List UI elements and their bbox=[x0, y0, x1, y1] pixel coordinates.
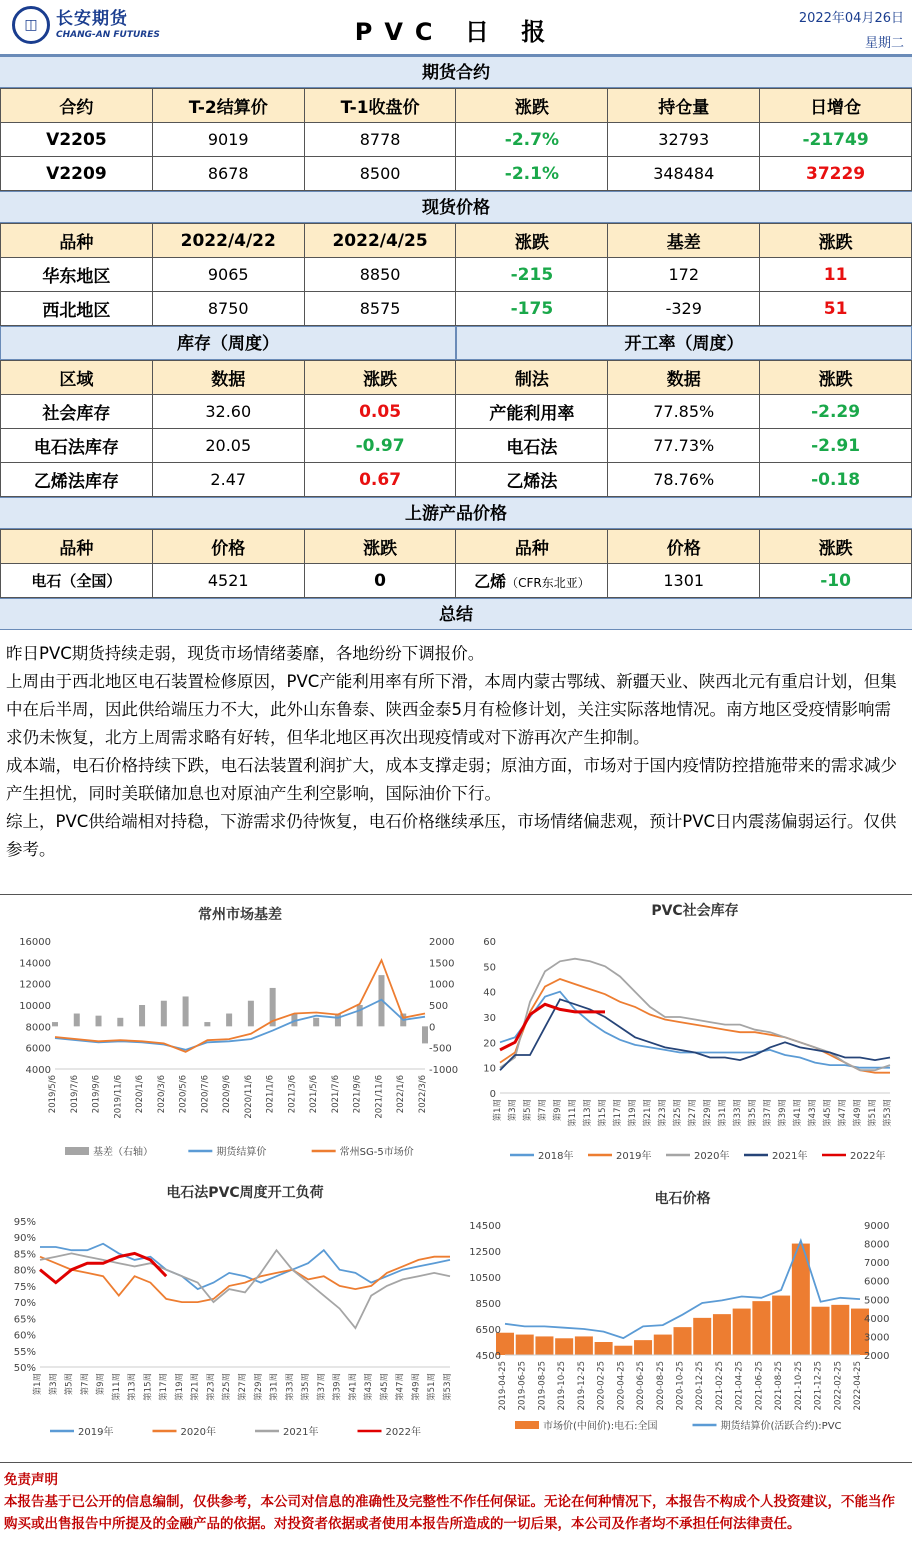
value-cell: 9019 bbox=[152, 123, 304, 157]
futures-header: T-2结算价 bbox=[152, 89, 304, 123]
x-tick-label: 第7周 bbox=[80, 1373, 91, 1396]
y2-tick-label: 1500 bbox=[429, 958, 455, 970]
y2-tick-label: 1000 bbox=[429, 979, 455, 991]
x-tick-label: 2020/11/6 bbox=[243, 1075, 254, 1119]
x-tick-label: 第39周 bbox=[778, 1099, 788, 1127]
x-tick-label: 第29周 bbox=[703, 1099, 713, 1127]
legend-label: 2021年 bbox=[283, 1427, 319, 1438]
report-date bbox=[799, 6, 904, 56]
label-cell: 电石法库存 bbox=[1, 429, 153, 463]
y-tick-label: 6500 bbox=[475, 1325, 501, 1336]
y2-tick-label: 2000 bbox=[864, 1351, 890, 1362]
legend-label: 2019年 bbox=[78, 1427, 114, 1438]
futures-table bbox=[0, 88, 912, 191]
y-tick-label: 10500 bbox=[469, 1273, 501, 1284]
contract-cell: V2205 bbox=[1, 123, 153, 157]
y-tick-label: 12500 bbox=[469, 1247, 501, 1258]
y-tick-label: 70% bbox=[13, 1298, 36, 1310]
x-tick-label: 2019-10-25 bbox=[557, 1361, 568, 1411]
x-tick-label: 第3周 bbox=[508, 1099, 518, 1122]
upstream-header: 涨跌 bbox=[304, 530, 456, 564]
spot-header: 品种 bbox=[1, 224, 153, 258]
y-tick-label: 75% bbox=[13, 1281, 36, 1293]
y-tick-label: 90% bbox=[13, 1233, 36, 1245]
x-tick-label: 2019-04-25 bbox=[498, 1361, 508, 1411]
x-tick-label: 2021-04-25 bbox=[734, 1361, 745, 1411]
basis-bar bbox=[204, 1022, 210, 1026]
x-tick-label: 2021/1/6 bbox=[265, 1075, 276, 1114]
change-cell: 0.05 bbox=[304, 395, 456, 429]
x-tick-label: 第51周 bbox=[868, 1099, 878, 1127]
y2-tick-label: 0 bbox=[429, 1022, 436, 1034]
y-tick-label: 50 bbox=[483, 962, 496, 974]
x-tick-label: 2020-06-25 bbox=[636, 1361, 647, 1411]
upstream-table bbox=[0, 529, 912, 598]
basis-bar bbox=[248, 1001, 254, 1027]
x-tick-label: 2020-02-25 bbox=[596, 1361, 607, 1411]
basis-bar bbox=[139, 1005, 145, 1026]
price-bar bbox=[535, 1336, 553, 1355]
x-tick-label: 第17周 bbox=[159, 1373, 170, 1401]
x-tick-label: 第13周 bbox=[127, 1373, 138, 1401]
y-tick-label: 14000 bbox=[19, 958, 51, 970]
x-tick-label: 第47周 bbox=[395, 1373, 406, 1401]
x-tick-label: 2021/3/6 bbox=[287, 1075, 298, 1114]
x-tick-label: 第27周 bbox=[238, 1373, 248, 1401]
x-tick-label: 2021/9/6 bbox=[352, 1075, 363, 1114]
change-cell: 37229 bbox=[760, 157, 912, 191]
spot-header: 涨跌 bbox=[760, 224, 912, 258]
label-cell: 产能利用率 bbox=[456, 395, 608, 429]
inventory-header: 涨跌 bbox=[304, 361, 456, 395]
label-cell: 电石法 bbox=[456, 429, 608, 463]
y2-tick-label: 7000 bbox=[864, 1258, 890, 1270]
charts-svg bbox=[0, 895, 912, 1463]
x-tick-label: 2020-08-25 bbox=[655, 1361, 666, 1411]
logo-icon: ◫ bbox=[12, 6, 50, 44]
upstream-header: 价格 bbox=[152, 530, 304, 564]
x-tick-label: 2019/9/6 bbox=[91, 1075, 102, 1114]
price-bar bbox=[713, 1314, 731, 1355]
y-tick-label: 12000 bbox=[19, 979, 51, 991]
x-tick-label: 第15周 bbox=[143, 1373, 154, 1401]
y-tick-label: 65% bbox=[13, 1314, 36, 1326]
change-cell: -21749 bbox=[760, 123, 912, 157]
x-tick-label: 2019/11/6 bbox=[113, 1075, 124, 1119]
summary-text bbox=[0, 630, 912, 895]
value-cell: 8575 bbox=[304, 292, 456, 326]
summary-paragraph: 综上，PVC供给端相对持稳，下游需求仍待恢复，电石价格继续承压，市场情绪偏悲观，预计PVC日内震荡偏弱运行。仅供参考。 bbox=[6, 812, 897, 859]
x-tick-label: 2020/1/6 bbox=[135, 1075, 146, 1114]
basis-bar bbox=[52, 1022, 58, 1026]
y-tick-label: 50% bbox=[13, 1363, 36, 1374]
legend-label: 2022年 bbox=[850, 1151, 886, 1162]
legend-label: 常州SG-5市场价 bbox=[339, 1147, 414, 1158]
legend-label: 期货结算价 bbox=[216, 1147, 267, 1158]
logo-en: CHANG-AN FUTURES bbox=[56, 29, 160, 40]
y-tick-label: 4000 bbox=[25, 1065, 51, 1076]
spot-header: 涨跌 bbox=[456, 224, 608, 258]
x-tick-label: 第43周 bbox=[364, 1373, 375, 1401]
table-row bbox=[1, 123, 912, 157]
value-cell: 1301 bbox=[608, 564, 760, 598]
operating-section-title: 开工率（周度） bbox=[456, 326, 912, 360]
summary-paragraph: 昨日PVC期货持续走弱，现货市场情绪萎靡，各地纷纷下调报价。 bbox=[6, 644, 485, 663]
change-cell: -2.91 bbox=[760, 429, 912, 463]
upstream-header: 品种 bbox=[1, 530, 153, 564]
change-cell: 0.67 bbox=[304, 463, 456, 497]
spot-section-title: 现货价格 bbox=[0, 191, 912, 223]
value-cell: 32.60 bbox=[152, 395, 304, 429]
upstream-header: 品种 bbox=[456, 530, 608, 564]
chart-title: 常州市场基差 bbox=[198, 907, 282, 923]
table-row bbox=[1, 429, 912, 463]
futures-header: T-1收盘价 bbox=[304, 89, 456, 123]
operating-header: 制法 bbox=[456, 361, 608, 395]
x-tick-label: 2020/7/6 bbox=[200, 1075, 211, 1114]
x-tick-label: 第35周 bbox=[748, 1099, 758, 1127]
legend-label: 2022年 bbox=[385, 1427, 421, 1438]
y-tick-label: 10 bbox=[483, 1063, 496, 1075]
price-bar bbox=[654, 1335, 672, 1355]
table-row bbox=[1, 258, 912, 292]
value-cell: 8778 bbox=[304, 123, 456, 157]
y-tick-label: 14500 bbox=[469, 1221, 501, 1232]
series-line bbox=[500, 1004, 605, 1050]
price-bar bbox=[595, 1342, 613, 1355]
x-tick-label: 第17周 bbox=[613, 1099, 623, 1127]
y-tick-label: 55% bbox=[13, 1346, 36, 1358]
x-tick-label: 2020-12-25 bbox=[695, 1361, 706, 1411]
price-bar bbox=[614, 1346, 632, 1355]
x-tick-label: 2020/5/6 bbox=[178, 1075, 189, 1114]
summary-paragraph: 上周由于西北地区电石装置检修原因，PVC产能利用率有所下滑，本周内蒙古鄂绒、新疆天业、陕西北元有重启计划，但集中在后半周，因此供给端压力不大，此外山东鲁泰、陕西金泰5月有检修计划，关注实际落地情况。南方地区受疫情影响需求仍未恢复，北方上周需求略有好转，但华北地区再次出现疫情或对下游再次产生抑制。 bbox=[6, 672, 897, 747]
value-cell: 8850 bbox=[304, 258, 456, 292]
label-cell bbox=[456, 564, 608, 598]
disclaimer-title: 免责声明 bbox=[4, 1472, 58, 1488]
spot-header: 2022/4/25 bbox=[304, 224, 456, 258]
y2-tick-label: 4000 bbox=[864, 1313, 890, 1325]
spot-header: 2022/4/22 bbox=[152, 224, 304, 258]
chart-title: 电石价格 bbox=[654, 1191, 711, 1207]
x-tick-label: 2021/11/6 bbox=[374, 1075, 385, 1119]
label-cell: 乙烯法库存 bbox=[1, 463, 153, 497]
spot-table bbox=[0, 223, 912, 326]
report-header bbox=[0, 0, 912, 56]
value-cell: 8678 bbox=[152, 157, 304, 191]
legend-label: 期货结算价(活跃合约):PVC bbox=[720, 1421, 842, 1432]
x-tick-label: 第41周 bbox=[793, 1099, 803, 1127]
logo-cn: 长安期货 bbox=[56, 8, 128, 29]
x-tick-label: 2019-08-25 bbox=[537, 1361, 548, 1411]
x-tick-label: 2022-02-25 bbox=[833, 1361, 844, 1411]
inventory-operating-table bbox=[0, 360, 912, 497]
disclaimer bbox=[0, 1463, 912, 1541]
x-tick-label: 2022/3/6 bbox=[418, 1075, 428, 1114]
table-row bbox=[1, 564, 912, 598]
x-tick-label: 第25周 bbox=[673, 1099, 683, 1127]
x-tick-label: 第33周 bbox=[733, 1099, 743, 1127]
operating-header: 涨跌 bbox=[760, 361, 912, 395]
disclaimer-text: 本报告基于已公开的信息编制，仅供参考，本公司对信息的准确性及完整性不作任何保证。无论在何种情况下，本报告不构成个人投资建议，不能当作购买或出售报告中所提及的金融产品的依据。对投资者依据或者使用本报告所造成的一切后果，本公司及作者均不承担任何法律责任。 bbox=[4, 1494, 895, 1532]
x-tick-label: 第41周 bbox=[348, 1373, 359, 1401]
x-tick-label: 2021-08-25 bbox=[774, 1361, 785, 1411]
product-note: （CFR东北亚） bbox=[506, 576, 590, 590]
x-tick-label: 第19周 bbox=[628, 1099, 638, 1127]
y-tick-label: 6000 bbox=[25, 1043, 51, 1055]
value-cell: 2.47 bbox=[152, 463, 304, 497]
series-line bbox=[55, 1000, 425, 1050]
x-tick-label: 第9周 bbox=[96, 1373, 107, 1396]
futures-header: 日增仓 bbox=[760, 89, 912, 123]
y-tick-label: 4500 bbox=[475, 1351, 501, 1362]
x-tick-label: 第37周 bbox=[763, 1099, 773, 1127]
y-tick-label: 0 bbox=[489, 1089, 496, 1100]
x-tick-label: 第29周 bbox=[253, 1373, 264, 1401]
weekday-text: 星期二 bbox=[864, 36, 904, 51]
x-tick-label: 第37周 bbox=[316, 1373, 327, 1401]
label-cell: 乙烯法 bbox=[456, 463, 608, 497]
x-tick-label: 第25周 bbox=[222, 1373, 233, 1401]
contract-cell: V2209 bbox=[1, 157, 153, 191]
y2-tick-label: 3000 bbox=[864, 1332, 890, 1344]
legend-label: 2021年 bbox=[772, 1151, 808, 1162]
price-bar bbox=[634, 1340, 652, 1355]
y-tick-label: 20 bbox=[483, 1038, 496, 1050]
x-tick-label: 第5周 bbox=[523, 1099, 533, 1122]
change-cell: -0.18 bbox=[760, 463, 912, 497]
basis-bar bbox=[313, 1018, 319, 1027]
x-tick-label: 第11周 bbox=[111, 1373, 122, 1401]
value-cell: 8750 bbox=[152, 292, 304, 326]
x-tick-label: 第35周 bbox=[301, 1373, 312, 1401]
change-cell: -0.97 bbox=[304, 429, 456, 463]
value-cell: 4521 bbox=[152, 564, 304, 598]
x-tick-label: 第5周 bbox=[64, 1373, 75, 1396]
x-tick-label: 2019/7/6 bbox=[69, 1075, 80, 1114]
y-tick-label: 8000 bbox=[25, 1022, 51, 1034]
x-tick-label: 第49周 bbox=[411, 1373, 422, 1401]
x-tick-label: 第31周 bbox=[269, 1373, 280, 1401]
x-tick-label: 第33周 bbox=[285, 1373, 296, 1401]
value-cell: 9065 bbox=[152, 258, 304, 292]
x-tick-label: 第21周 bbox=[643, 1099, 653, 1127]
x-tick-label: 2020/3/6 bbox=[156, 1075, 167, 1114]
region-cell: 西北地区 bbox=[1, 292, 153, 326]
price-bar bbox=[693, 1318, 711, 1355]
upstream-section-title: 上游产品价格 bbox=[0, 497, 912, 529]
y-tick-label: 95% bbox=[13, 1217, 36, 1228]
inventory-section-title: 库存（周度） bbox=[0, 326, 456, 360]
x-tick-label: 2020-04-25 bbox=[616, 1361, 627, 1411]
x-tick-label: 2021-02-25 bbox=[714, 1361, 725, 1411]
y2-tick-label: 9000 bbox=[864, 1221, 890, 1232]
y-tick-label: 10000 bbox=[19, 1001, 51, 1012]
change-cell: 0 bbox=[304, 564, 456, 598]
x-tick-label: 第3周 bbox=[48, 1373, 59, 1396]
legend-swatch bbox=[515, 1421, 539, 1429]
table-row bbox=[1, 395, 912, 429]
value-cell: 348484 bbox=[608, 157, 760, 191]
x-tick-label: 第19周 bbox=[174, 1373, 185, 1401]
y-tick-label: 8500 bbox=[475, 1299, 501, 1310]
x-tick-label: 第45周 bbox=[379, 1373, 390, 1401]
table-row bbox=[1, 463, 912, 497]
x-tick-label: 2019-06-25 bbox=[517, 1361, 528, 1411]
x-tick-label: 第1周 bbox=[33, 1373, 43, 1396]
legend-label: 基差（右轴） bbox=[93, 1147, 153, 1158]
upstream-header: 涨跌 bbox=[760, 530, 912, 564]
price-bar bbox=[752, 1301, 770, 1355]
change-cell: -2.29 bbox=[760, 395, 912, 429]
x-tick-label: 第53周 bbox=[443, 1373, 453, 1401]
basis-bar bbox=[357, 1005, 363, 1026]
price-bar bbox=[555, 1338, 573, 1355]
change-cell: -10 bbox=[760, 564, 912, 598]
change-cell: 11 bbox=[760, 258, 912, 292]
y-tick-label: 85% bbox=[13, 1249, 36, 1261]
x-tick-label: 第21周 bbox=[190, 1373, 201, 1401]
upstream-header: 价格 bbox=[608, 530, 760, 564]
x-tick-label: 第13周 bbox=[583, 1099, 593, 1127]
futures-header: 持仓量 bbox=[608, 89, 760, 123]
legend-label: 2020年 bbox=[180, 1427, 216, 1438]
x-tick-label: 第9周 bbox=[553, 1099, 563, 1122]
value-cell: 32793 bbox=[608, 123, 760, 157]
price-bar bbox=[831, 1305, 849, 1355]
price-bar bbox=[516, 1335, 534, 1355]
y2-tick-label: 2000 bbox=[429, 937, 455, 948]
legend-label: 市场价(中间价):电石:全国 bbox=[543, 1421, 658, 1432]
x-tick-label: 第1周 bbox=[493, 1099, 503, 1122]
report-title: PVC 日 报 bbox=[354, 18, 558, 46]
change-cell: -2.7% bbox=[456, 123, 608, 157]
price-bar bbox=[674, 1327, 692, 1355]
x-tick-label: 第7周 bbox=[538, 1099, 548, 1122]
chart-title: PVC社会库存 bbox=[651, 903, 739, 919]
y2-tick-label: 5000 bbox=[864, 1295, 890, 1307]
x-tick-label: 第23周 bbox=[206, 1373, 217, 1401]
region-cell: 华东地区 bbox=[1, 258, 153, 292]
x-tick-label: 2022-04-25 bbox=[853, 1361, 863, 1411]
summary-section-title: 总结 bbox=[0, 598, 912, 630]
x-tick-label: 第15周 bbox=[598, 1099, 608, 1127]
x-tick-label: 2022/1/6 bbox=[396, 1075, 407, 1114]
chart-title: 电石法PVC周度开工负荷 bbox=[166, 1185, 324, 1201]
y2-tick-label: -500 bbox=[429, 1043, 452, 1055]
y2-tick-label: 500 bbox=[429, 1001, 449, 1012]
y2-tick-label: -1000 bbox=[429, 1065, 459, 1076]
x-tick-label: 2021-12-25 bbox=[813, 1361, 824, 1411]
value-cell: 20.05 bbox=[152, 429, 304, 463]
x-tick-label: 2019/5/6 bbox=[48, 1075, 58, 1114]
x-tick-label: 第53周 bbox=[883, 1099, 893, 1127]
legend-swatch bbox=[65, 1147, 89, 1155]
table-row bbox=[1, 292, 912, 326]
y-tick-label: 30 bbox=[483, 1013, 496, 1024]
futures-header: 合约 bbox=[1, 89, 153, 123]
x-tick-label: 第51周 bbox=[427, 1373, 438, 1401]
basis-bar bbox=[422, 1026, 428, 1043]
y-tick-label: 60% bbox=[13, 1330, 36, 1342]
x-tick-label: 2020-10-25 bbox=[675, 1361, 686, 1411]
y2-tick-label: 6000 bbox=[864, 1276, 890, 1288]
series-line bbox=[40, 1253, 166, 1282]
value-cell: 77.85% bbox=[608, 395, 760, 429]
x-tick-label: 2020/9/6 bbox=[222, 1075, 233, 1114]
legend-label: 2019年 bbox=[616, 1151, 652, 1162]
price-bar bbox=[575, 1336, 593, 1355]
basis-bar bbox=[96, 1016, 102, 1027]
value-cell: 78.76% bbox=[608, 463, 760, 497]
basis-bar bbox=[183, 996, 189, 1026]
basis-bar bbox=[74, 1014, 80, 1027]
legend-label: 2020年 bbox=[694, 1151, 730, 1162]
change-cell: -215 bbox=[456, 258, 608, 292]
price-bar bbox=[733, 1309, 751, 1355]
y-tick-label: 60 bbox=[483, 937, 496, 948]
x-tick-label: 第49周 bbox=[853, 1099, 863, 1127]
x-tick-label: 2021-06-25 bbox=[754, 1361, 765, 1411]
change-cell: -2.1% bbox=[456, 157, 608, 191]
x-tick-label: 第39周 bbox=[332, 1373, 343, 1401]
price-bar bbox=[772, 1296, 790, 1355]
x-tick-label: 2021/5/6 bbox=[309, 1075, 320, 1114]
summary-paragraph: 成本端，电石价格持续下跌，电石法装置利润扩大，成本支撑走弱；原油方面，市场对于国内疫情防控措施带来的需求减少产生担忧，同时美联储加息也对原油产生利空影响，国际油价下行。 bbox=[6, 756, 897, 803]
value-cell: 77.73% bbox=[608, 429, 760, 463]
basis-bar bbox=[161, 1001, 167, 1027]
futures-section-title: 期货合约 bbox=[0, 56, 912, 88]
x-tick-label: 第23周 bbox=[658, 1099, 668, 1127]
x-tick-label: 2021/7/6 bbox=[330, 1075, 341, 1114]
spot-header: 基差 bbox=[608, 224, 760, 258]
price-bar bbox=[812, 1307, 830, 1355]
x-tick-label: 2021-10-25 bbox=[793, 1361, 804, 1411]
basis-bar bbox=[226, 1014, 232, 1027]
inventory-header: 数据 bbox=[152, 361, 304, 395]
change-cell: 51 bbox=[760, 292, 912, 326]
x-tick-label: 第27周 bbox=[688, 1099, 698, 1127]
y-tick-label: 16000 bbox=[19, 937, 51, 948]
value-cell: -329 bbox=[608, 292, 760, 326]
x-tick-label: 第45周 bbox=[823, 1099, 833, 1127]
x-tick-label: 第11周 bbox=[568, 1099, 578, 1127]
x-tick-label: 2019-12-25 bbox=[576, 1361, 587, 1411]
charts-area bbox=[0, 895, 912, 1463]
value-cell: 8500 bbox=[304, 157, 456, 191]
y-tick-label: 40 bbox=[483, 987, 496, 999]
x-tick-label: 第43周 bbox=[808, 1099, 818, 1127]
x-tick-label: 第47周 bbox=[838, 1099, 848, 1127]
y-tick-label: 80% bbox=[13, 1265, 36, 1277]
change-cell: -175 bbox=[456, 292, 608, 326]
label-cell: 社会库存 bbox=[1, 395, 153, 429]
x-tick-label: 第31周 bbox=[718, 1099, 728, 1127]
label-cell: 电石（全国） bbox=[1, 564, 153, 598]
y2-tick-label: 8000 bbox=[864, 1239, 890, 1251]
value-cell: 172 bbox=[608, 258, 760, 292]
legend-label: 2018年 bbox=[538, 1151, 574, 1162]
product-name: 乙烯 bbox=[474, 572, 507, 591]
table-row bbox=[1, 157, 912, 191]
futures-header: 涨跌 bbox=[456, 89, 608, 123]
basis-bar bbox=[117, 1018, 123, 1027]
operating-header: 数据 bbox=[608, 361, 760, 395]
inventory-header: 区域 bbox=[1, 361, 153, 395]
date-text: 2022年04月26日 bbox=[798, 11, 904, 26]
